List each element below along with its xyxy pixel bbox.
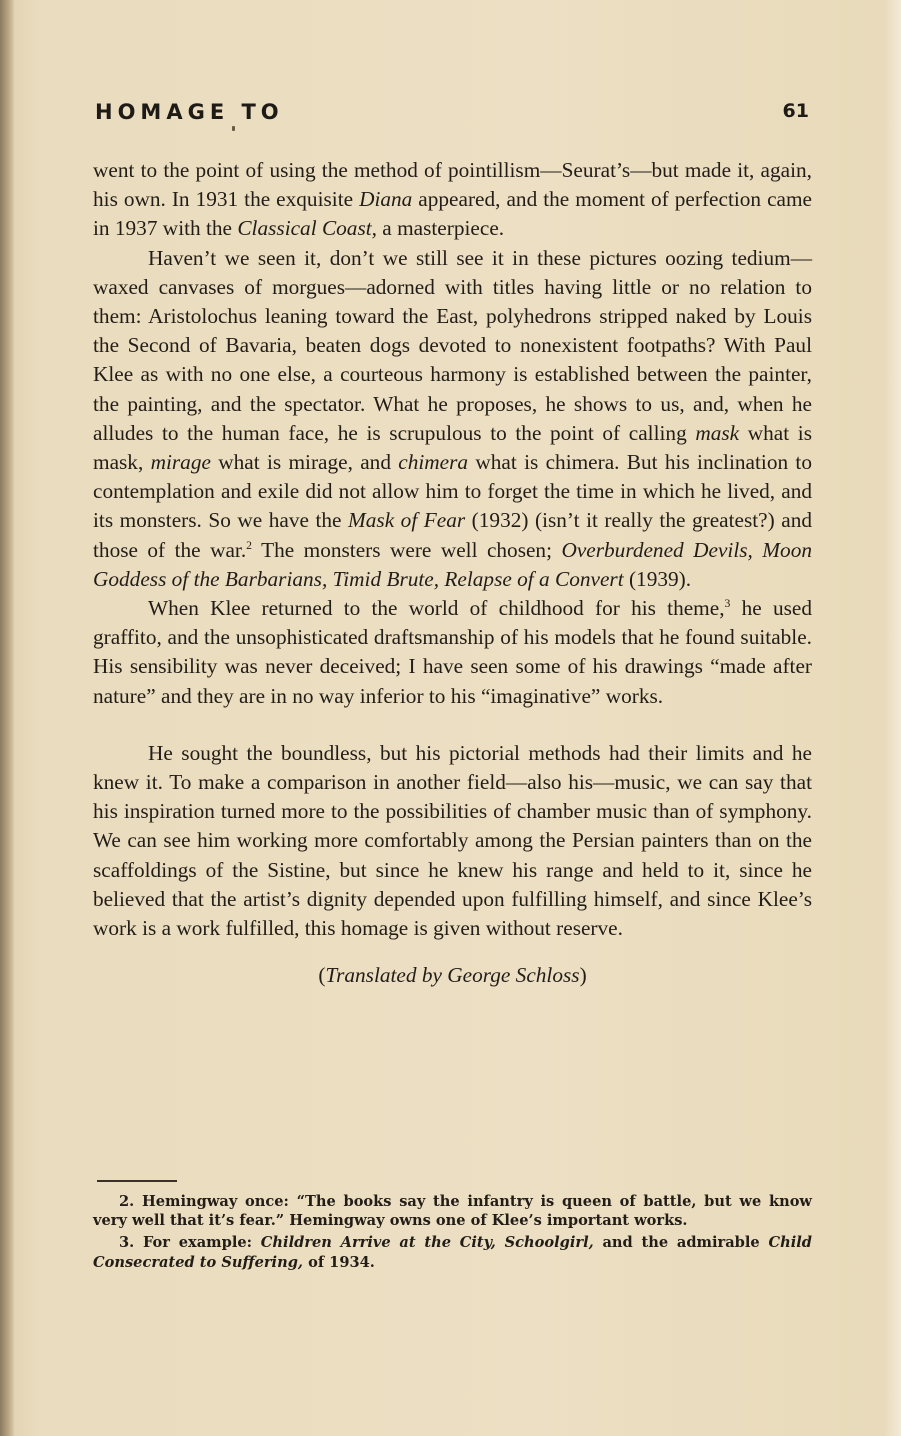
- emphasis: chimera: [398, 450, 469, 475]
- page-edge: [885, 0, 901, 1436]
- artwork-title: Mask of Fear: [348, 508, 466, 533]
- translator-credit-text: Translated by George Schloss: [325, 963, 580, 988]
- artwork-title: Diana: [359, 187, 413, 212]
- artwork-title: Children Arrive at the City, Schoolgirl,: [260, 1234, 594, 1252]
- paragraph-4: He sought the boundless, but his pictorial methods had their limits and he knew it. To make a comparison in another field—also his—music, we can say that his inspiration turned more to the possibilities of chamber music than of symphony. We can see him working more comfortably among the Persian painters than on the scaffoldings of the Sistine, but since he knew his range and held to it, since he believed that the artist’s dignity depended upon fulfilling himself, and since Klee’s work is a work fulfilled, this homage is given without reserve.: [93, 740, 812, 941]
- text-run: went to the point of using the method of pointillism—Seurat’s—but made it, again, his own. In 1931 the exquisite: [93, 158, 812, 212]
- body-text: [93, 156, 812, 990]
- artwork-title: Overburdened Devils, Moon Goddess of the Barbarians, Timid Brute, Relapse of a Convert: [93, 537, 812, 591]
- translation-credit: [93, 961, 812, 990]
- footnote-3: [93, 1233, 812, 1271]
- footnotes: [93, 1192, 812, 1275]
- print-speck: [232, 126, 235, 131]
- text-run: When Klee returned to the world of childhood for his theme,: [148, 596, 725, 621]
- text-run: what is chimera. But his inclination to contemplation and exile did not allow him to forget the time in which he lived, and its monsters. So we have the: [93, 450, 812, 533]
- text-run: a masterpiece.: [376, 216, 505, 241]
- emphasis: mask: [695, 420, 740, 445]
- text-run: Haven’t we seen it, don’t we still see it in these pictures oozing tedium—waxed canvases of morgues—adorned with titles having little or no relation to them: Aristolochus leaning toward the East, polyhedrons stripped naked by Louis the Second of Bavaria, beaten dogs devoted to nonexistent footpaths? With Paul Klee as with no one else, a courteous harmony is established between the painter, the painting, and the spectator. What he proposes, he shows to us, and, when he alludes to the human face, he is scrupulous to the point of calling: [93, 245, 812, 445]
- text-run: he used graffito, and the unsophisticated draftsmanship of his models that he found suitable. His sensibility was never deceived; I have seen some of his drawings “made after nature” and they are in no way inferior to his “imaginative” works.: [93, 596, 812, 708]
- artwork-title: Child Consecrated to Suffering,: [93, 1234, 812, 1271]
- text-run: and the admirable: [593, 1234, 769, 1252]
- text-run: appeared, and the moment of perfection came in 1937 with the: [93, 187, 812, 241]
- paragraph-1: [93, 156, 812, 244]
- page-gutter-shadow: [0, 0, 14, 1436]
- paren-close: ): [579, 963, 587, 988]
- footnote-ref-3[interactable]: 3: [724, 596, 731, 610]
- text-run: of 1934.: [303, 1253, 375, 1271]
- text-run: (1932) (isn’t it really the greatest?) and those of the war.: [93, 508, 812, 562]
- paren-open: (: [318, 963, 326, 988]
- artwork-title: Classical Coast,: [237, 216, 377, 241]
- text-run: 3. For example:: [119, 1234, 261, 1252]
- paragraph-2: [93, 244, 812, 594]
- running-head: HOMAGE TO: [95, 100, 284, 124]
- text-run: what is mask,: [93, 420, 812, 475]
- paragraph-3: [93, 594, 812, 711]
- emphasis: mirage: [150, 450, 211, 475]
- text-run: The monsters were well chosen;: [252, 537, 562, 562]
- footnote-2: 2. Hemingway once: “The books say the infantry is queen of battle, but we know very well that it’s fear.” Hemingway owns one of Klee’s important works.: [93, 1193, 812, 1230]
- footnote-rule: [97, 1180, 177, 1182]
- footnote-ref-2[interactable]: 2: [246, 538, 253, 552]
- page-number: 61: [782, 100, 809, 122]
- text-run: (1939).: [623, 566, 692, 591]
- text-run: what is mirage, and: [210, 450, 399, 475]
